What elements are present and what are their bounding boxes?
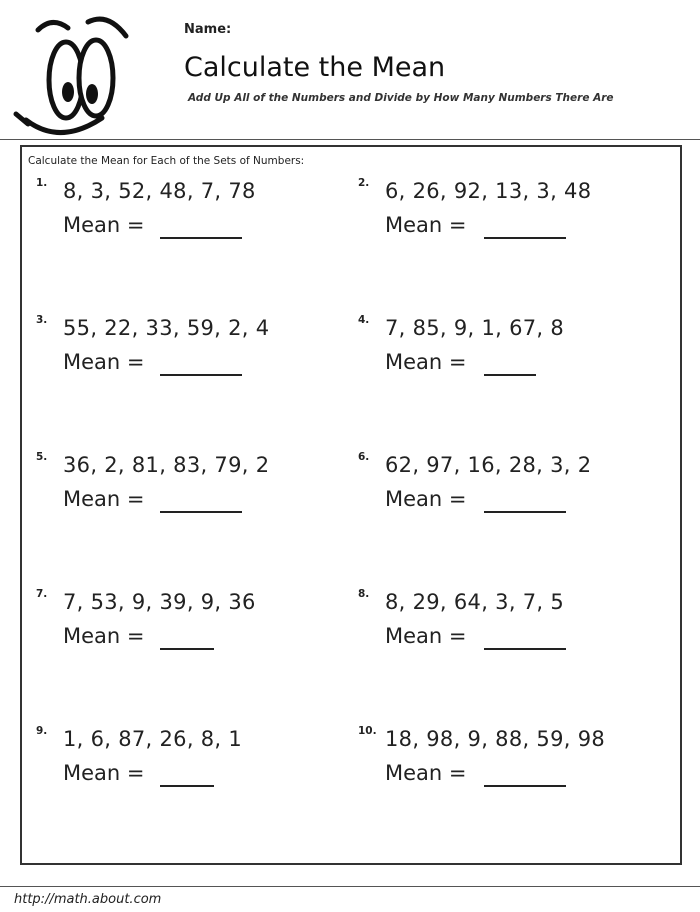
number-set: 62, 97, 16, 28, 3, 2 [385, 453, 592, 477]
page-title: Calculate the Mean [184, 52, 446, 83]
mean-label: Mean = [63, 761, 145, 785]
answer-blank[interactable] [484, 785, 566, 787]
problem-number: 7. [36, 588, 48, 600]
number-set: 8, 3, 52, 48, 7, 78 [63, 179, 256, 203]
mean-label: Mean = [63, 487, 145, 511]
problems-box [20, 145, 682, 865]
problem-4 [358, 314, 678, 404]
problem-5 [36, 451, 356, 541]
number-set: 1, 6, 87, 26, 8, 1 [63, 727, 243, 751]
number-set: 6, 26, 92, 13, 3, 48 [385, 179, 592, 203]
problem-number: 5. [36, 451, 48, 463]
problem-number: 1. [36, 177, 48, 189]
number-set: 8, 29, 64, 3, 7, 5 [385, 590, 565, 614]
mean-label: Mean = [385, 350, 467, 374]
problem-number: 6. [358, 451, 370, 463]
answer-blank[interactable] [160, 374, 242, 376]
problem-9 [36, 725, 356, 815]
problem-number: 3. [36, 314, 48, 326]
header-divider [0, 139, 700, 140]
problem-number: 10. [358, 725, 377, 737]
problem-6 [358, 451, 678, 541]
answer-blank[interactable] [484, 648, 566, 650]
problem-2 [358, 177, 678, 267]
mean-label: Mean = [385, 487, 467, 511]
problem-8 [358, 588, 678, 678]
footer-url: http://math.about.com [14, 892, 162, 907]
number-set: 55, 22, 33, 59, 2, 4 [63, 316, 270, 340]
problem-10 [358, 725, 678, 815]
answer-blank[interactable] [484, 374, 536, 376]
mean-label: Mean = [385, 624, 467, 648]
problem-1 [36, 177, 356, 267]
problem-3 [36, 314, 356, 404]
cartoon-face-icon [10, 8, 140, 143]
mean-label: Mean = [63, 213, 145, 237]
instructions: Calculate the Mean for Each of the Sets of Numbers: [28, 155, 305, 167]
problem-number: 9. [36, 725, 48, 737]
problem-number: 4. [358, 314, 370, 326]
mean-label: Mean = [63, 624, 145, 648]
name-label: Name: [184, 22, 232, 37]
answer-blank[interactable] [484, 511, 566, 513]
answer-blank[interactable] [484, 237, 566, 239]
mean-label: Mean = [63, 350, 145, 374]
problem-7 [36, 588, 356, 678]
mean-label: Mean = [385, 213, 467, 237]
answer-blank[interactable] [160, 648, 214, 650]
mean-label: Mean = [385, 761, 467, 785]
answer-blank[interactable] [160, 237, 242, 239]
answer-blank[interactable] [160, 785, 214, 787]
footer-divider [0, 886, 700, 887]
number-set: 18, 98, 9, 88, 59, 98 [385, 727, 606, 751]
number-set: 36, 2, 81, 83, 79, 2 [63, 453, 270, 477]
number-set: 7, 53, 9, 39, 9, 36 [63, 590, 256, 614]
problem-number: 2. [358, 177, 370, 189]
answer-blank[interactable] [160, 511, 242, 513]
page-subtitle: Add Up All of the Numbers and Divide by How Many Numbers There Are [188, 92, 614, 104]
number-set: 7, 85, 9, 1, 67, 8 [385, 316, 565, 340]
problem-number: 8. [358, 588, 370, 600]
